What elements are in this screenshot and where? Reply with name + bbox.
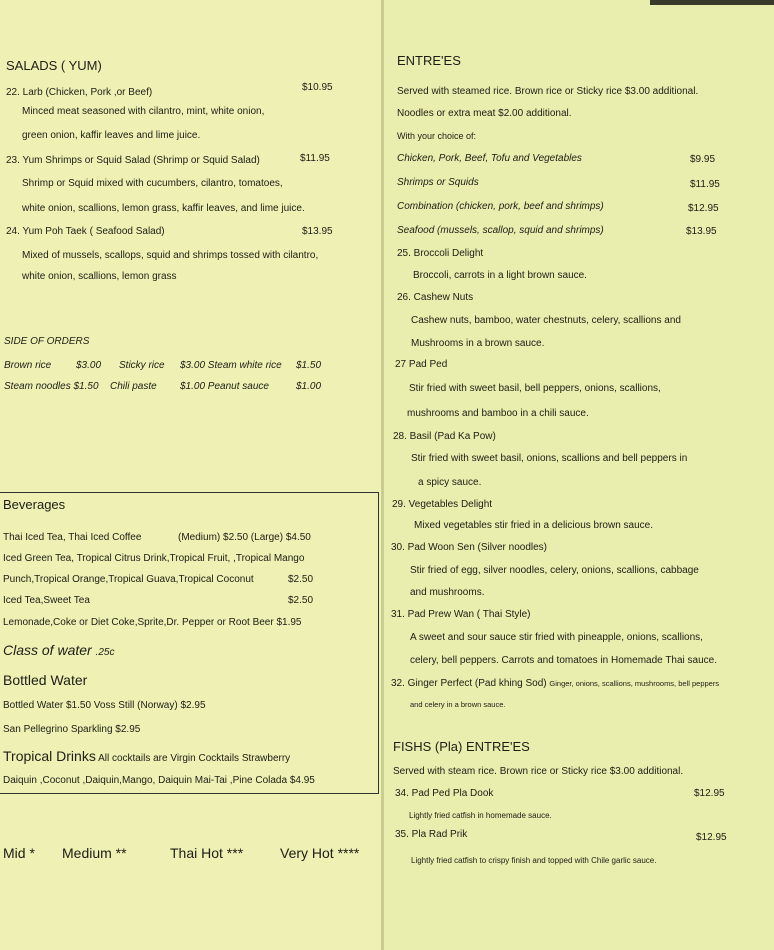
beverage-line: Lemonade,Coke or Diet Coke,Sprite,Dr. Pepper or Root Beer $1.95 [3,617,302,628]
side-item: Sticky rice [119,360,165,371]
menu-item-desc: mushrooms and bamboo in a chili sauce. [407,408,589,419]
menu-item-name: 26. Cashew Nuts [397,292,474,303]
menu-item-name: 23. Yum Shrimps or Squid Salad (Shrimp or Squid Salad) [6,155,260,166]
menu-item-name: 22. Larb (Chicken, Pork ,or Beef) [6,87,153,98]
menu-item-desc: green onion, kaffir leaves and lime juice. [22,130,201,141]
menu-item-desc: Mushrooms in a brown sauce. [411,338,545,349]
background-strip [650,0,774,5]
beverage-line: Thai Iced Tea, Thai Iced Coffee [3,532,142,543]
menu-item-desc: Ginger, onions, scallions, mushrooms, bell peppers [549,679,720,688]
menu-item-desc: Broccoli, carrots in a light brown sauce. [413,270,587,281]
beverage-line: San Pellegrino Sparkling $2.95 [3,724,141,735]
fish-heading: FISHS (Pla) ENTRE'ES [393,739,530,754]
side-item: Brown rice [4,360,52,371]
sides-heading: SIDE OF ORDERS [4,336,90,347]
menu-item-desc: Lightly fried catfish to crispy finish and topped with Chile garlic sauce. [411,856,657,865]
protein-choice: Chicken, Pork, Beef, Tofu and Vegetables [397,153,582,164]
menu-item-desc: A sweet and sour sauce stir fried with pineapple, onions, scallions, [410,632,703,643]
menu-item-desc: a spicy sauce. [418,477,482,488]
beverages-heading: Beverages [3,497,66,512]
menu-item-desc: Shrimp or Squid mixed with cucumbers, cilantro, tomatoes, [22,178,283,189]
spice-level: Very Hot **** [280,845,360,861]
protein-price: $12.95 [688,203,719,214]
beverage-line: Iced Green Tea, Tropical Citrus Drink,Tropical Fruit, ,Tropical Mango [3,553,305,564]
beverage-price: (Medium) $2.50 (Large) $4.50 [178,532,311,543]
menu-item-line [391,678,719,690]
menu-item-name: 31. Pad Prew Wan ( Thai Style) [391,609,531,620]
spice-level: Medium ** [62,845,127,861]
entrees-intro: With your choice of: [397,131,477,141]
beverage-line: Iced Tea,Sweet Tea [3,595,90,606]
menu-item-price: $10.95 [302,82,333,93]
menu-item-desc: Mixed vegetables stir fried in a delicious brown sauce. [414,520,654,531]
protein-choice: Combination (chicken, pork, beef and shrimps) [397,201,604,212]
beverage-price: $2.50 [288,595,314,606]
spice-level: Thai Hot *** [170,845,244,861]
menu-item-name: 24. Yum Poh Taek ( Seafood Salad) [6,226,165,237]
menu-item-price: $13.95 [302,226,333,237]
menu-item-desc: Mixed of mussels, scallops, squid and shrimps tossed with cilantro, [22,250,319,261]
fish-intro: Served with steam rice. Brown rice or Sticky rice $3.00 additional. [393,766,684,777]
beverage-line: Bottled Water $1.50 Voss Still (Norway) $2.95 [3,700,206,711]
spice-level: Mid * [3,845,35,861]
menu-item-desc: Stir fried with sweet basil, onions, scallions and bell peppers in [411,453,688,464]
beverage-line: Punch,Tropical Orange,Tropical Guava,Tropical Coconut [3,574,254,585]
side-price: $1.50 [296,360,322,371]
menu-item-name: 27 Pad Ped [395,359,448,370]
menu-item-name: 32. Ginger Perfect (Pad khing Sod) [391,678,547,689]
menu-item-desc: Stir fried of egg, silver noodles, celery, onions, scallions, cabbage [410,565,699,576]
menu-item-name: 29. Vegetables Delight [392,499,493,510]
menu-item-desc: celery, bell peppers. Carrots and tomatoes in Homemade Thai sauce. [410,655,718,666]
menu-item-desc: Minced meat seasoned with cilantro, mint, white onion, [22,106,265,117]
side-item: $3.00 Steam white rice [180,360,282,371]
page-fold [381,0,384,950]
menu-item-price: $12.95 [694,788,725,799]
side-item: $1.00 Peanut sauce [180,381,269,392]
menu-item-desc: white onion, scallions, lemon grass [22,271,177,282]
side-item: Chili paste [110,381,157,392]
left-menu-page [0,0,381,950]
menu-item-name: 30. Pad Woon Sen (Silver noodles) [391,542,548,553]
beverage-line: Daiquin ,Coconut ,Daiquin,Mango, Daiquin Mai-Tai ,Pine Colada $4.95 [3,775,315,786]
menu-item-name: 25. Broccoli Delight [397,248,484,259]
bottled-water-heading: Bottled Water [3,672,88,688]
protein-choice: Seafood (mussels, scallop, squid and shrimps) [397,225,604,236]
side-price: $1.00 [296,381,322,392]
salads-heading: SALADS ( YUM) [6,58,102,73]
protein-price: $9.95 [690,154,716,165]
entrees-intro: Served with steamed rice. Brown rice or Sticky rice $3.00 additional. [397,86,699,97]
menu-item-name: 34. Pad Ped Pla Dook [395,788,494,799]
menu-item-desc: Lightly fried catfish in homemade sauce. [409,811,552,820]
entrees-intro: Noodles or extra meat $2.00 additional. [397,108,572,119]
menu-item-desc: Stir fried with sweet basil, bell peppers, onions, scallions, [409,383,661,394]
menu-item-price: $11.95 [300,153,330,164]
side-price: $3.00 [76,360,102,371]
side-item: Steam noodles $1.50 [4,381,99,392]
protein-choice: Shrimps or Squids [397,177,479,188]
class-water: Class of water .25c [3,642,115,658]
protein-price: $11.95 [690,179,720,190]
menu-item-price: $12.95 [696,832,727,843]
entrees-heading: ENTRE'ES [397,53,461,68]
menu-item-name: 35. Pla Rad Prik [395,829,468,840]
right-menu-page [384,0,774,950]
tropical-drinks-line: Tropical Drinks All cocktails are Virgin Cocktails Strawberry [3,748,291,764]
menu-item-desc: and mushrooms. [410,587,485,598]
menu-item-desc: white onion, scallions, lemon grass, kaffir leaves, and lime juice. [22,203,305,214]
beverage-price: $2.50 [288,574,314,585]
menu-item-desc: Cashew nuts, bamboo, water chestnuts, celery, scallions and [411,315,681,326]
protein-price: $13.95 [686,226,717,237]
tropical-drinks-heading: Tropical Drinks [3,748,96,764]
menu-item-desc: and celery in a brown sauce. [410,700,506,709]
menu-item-name: 28. Basil (Pad Ka Pow) [393,431,496,442]
